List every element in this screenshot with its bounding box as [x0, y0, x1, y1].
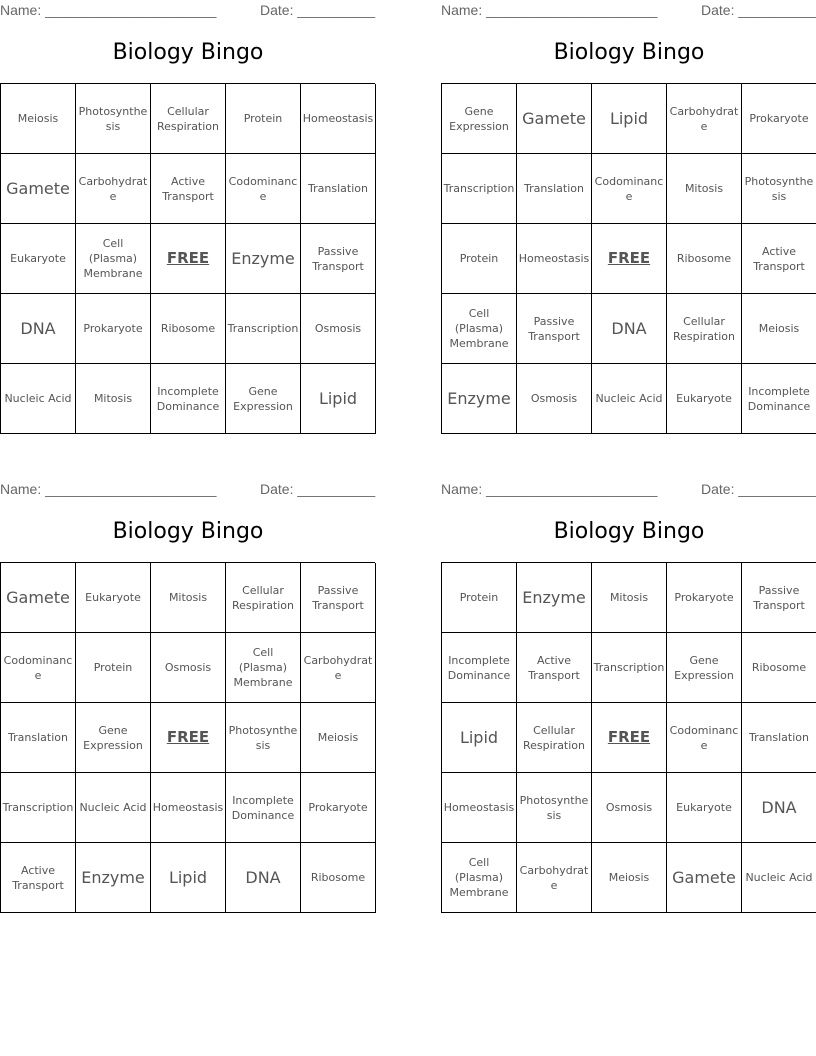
bingo-cell: Mitosis [667, 154, 742, 224]
bingo-cell: Protein [442, 563, 517, 633]
bingo-cell: Protein [76, 633, 151, 703]
bingo-cell: Protein [226, 84, 301, 154]
bingo-cell: Cell (Plasma) Membrane [76, 224, 151, 294]
bingo-cell: Eukaryote [76, 563, 151, 633]
bingo-cell: Gene Expression [226, 364, 301, 434]
bingo-cell: Translation [301, 154, 376, 224]
bingo-cell: Passive Transport [301, 563, 376, 633]
bingo-cell: Cellular Respiration [226, 563, 301, 633]
date-line: Date: __________ [701, 481, 816, 497]
bingo-cell: Meiosis [301, 703, 376, 773]
bingo-cell: Codominance [592, 154, 667, 224]
bingo-cell: Protein [442, 224, 517, 294]
bingo-cell: Gamete [517, 84, 592, 154]
bingo-cell: Ribosome [742, 633, 816, 703]
bingo-cell: Homeostasis [517, 224, 592, 294]
free-space-cell: FREE [592, 224, 667, 294]
bingo-cell: Incomplete Dominance [742, 364, 816, 434]
bingo-cell: Carbohydrate [667, 84, 742, 154]
bingo-cell: Nucleic Acid [742, 843, 816, 913]
bingo-cell: Active Transport [1, 843, 76, 913]
bingo-cell: Nucleic Acid [592, 364, 667, 434]
bingo-cell: Eukaryote [1, 224, 76, 294]
bingo-cell: Carbohydrate [517, 843, 592, 913]
bingo-cell: Transcription [592, 633, 667, 703]
bingo-cell: Osmosis [151, 633, 226, 703]
bingo-cell: Codominance [1, 633, 76, 703]
bingo-cell: Lipid [592, 84, 667, 154]
name-line: Name: ______________________ [0, 2, 217, 18]
bingo-cell: Transcription [226, 294, 301, 364]
bingo-card [0, 0, 376, 440]
bingo-cell: Gene Expression [667, 633, 742, 703]
bingo-card [441, 0, 816, 440]
bingo-cell: Gene Expression [442, 84, 517, 154]
bingo-cell: Mitosis [592, 563, 667, 633]
card-title: Biology Bingo [553, 40, 705, 65]
bingo-cell: Carbohydrate [301, 633, 376, 703]
date-line: Date: __________ [260, 481, 376, 497]
bingo-grid [441, 83, 816, 434]
bingo-cell: Passive Transport [742, 563, 816, 633]
name-line: Name: ______________________ [441, 2, 658, 18]
bingo-card [441, 479, 816, 919]
bingo-cell: Prokaryote [667, 563, 742, 633]
bingo-cell: Gamete [1, 154, 76, 224]
name-date-row [441, 2, 816, 20]
bingo-grid [441, 562, 816, 913]
free-space-cell: FREE [151, 703, 226, 773]
bingo-cell: Nucleic Acid [1, 364, 76, 434]
bingo-cell: Incomplete Dominance [442, 633, 517, 703]
bingo-cell: Cellular Respiration [151, 84, 226, 154]
bingo-grid [0, 83, 375, 434]
bingo-cell: Translation [742, 703, 816, 773]
bingo-cell: Cellular Respiration [667, 294, 742, 364]
bingo-cell: DNA [1, 294, 76, 364]
bingo-cell: Homeostasis [301, 84, 376, 154]
bingo-cell: Transcription [442, 154, 517, 224]
bingo-cell: Carbohydrate [76, 154, 151, 224]
bingo-cell: Enzyme [517, 563, 592, 633]
bingo-cell: Meiosis [1, 84, 76, 154]
bingo-cell: Nucleic Acid [76, 773, 151, 843]
bingo-card [0, 479, 376, 919]
bingo-cell: Photosynthesis [742, 154, 816, 224]
name-date-row [0, 2, 376, 20]
card-title: Biology Bingo [112, 40, 264, 65]
bingo-cell: Gamete [667, 843, 742, 913]
bingo-cell: Active Transport [151, 154, 226, 224]
bingo-cell: Cell (Plasma) Membrane [226, 633, 301, 703]
bingo-cell: Codominance [667, 703, 742, 773]
bingo-cell: Translation [517, 154, 592, 224]
free-space-cell: FREE [151, 224, 226, 294]
date-line: Date: __________ [260, 2, 376, 18]
name-date-row [441, 481, 816, 499]
date-line: Date: __________ [701, 2, 816, 18]
name-line: Name: ______________________ [0, 481, 217, 497]
name-line: Name: ______________________ [441, 481, 658, 497]
bingo-cell: Enzyme [76, 843, 151, 913]
bingo-cell: Translation [1, 703, 76, 773]
bingo-cell: Osmosis [592, 773, 667, 843]
card-title: Biology Bingo [553, 519, 705, 544]
bingo-cell: DNA [226, 843, 301, 913]
bingo-cell: Ribosome [151, 294, 226, 364]
bingo-cell: Prokaryote [301, 773, 376, 843]
bingo-cell: Cellular Respiration [517, 703, 592, 773]
bingo-cell: Gene Expression [76, 703, 151, 773]
bingo-cell: Active Transport [742, 224, 816, 294]
bingo-cell: DNA [592, 294, 667, 364]
name-date-row [0, 481, 376, 499]
bingo-cell: Meiosis [742, 294, 816, 364]
bingo-cell: Prokaryote [742, 84, 816, 154]
bingo-cell: DNA [742, 773, 816, 843]
bingo-cell: Lipid [151, 843, 226, 913]
bingo-cell: Passive Transport [301, 224, 376, 294]
bingo-grid [0, 562, 375, 913]
card-title: Biology Bingo [112, 519, 264, 544]
bingo-cell: Lipid [301, 364, 376, 434]
bingo-cell: Enzyme [226, 224, 301, 294]
bingo-cell: Osmosis [301, 294, 376, 364]
bingo-cell: Homeostasis [442, 773, 517, 843]
bingo-cell: Photosynthesis [517, 773, 592, 843]
bingo-cell: Mitosis [151, 563, 226, 633]
bingo-cell: Passive Transport [517, 294, 592, 364]
bingo-cell: Photosynthesis [226, 703, 301, 773]
bingo-cell: Gamete [1, 563, 76, 633]
bingo-cell: Ribosome [301, 843, 376, 913]
bingo-cell: Enzyme [442, 364, 517, 434]
bingo-cell: Osmosis [517, 364, 592, 434]
bingo-cell: Eukaryote [667, 773, 742, 843]
bingo-cell: Photosynthesis [76, 84, 151, 154]
bingo-cell: Active Transport [517, 633, 592, 703]
bingo-cell: Cell (Plasma) Membrane [442, 843, 517, 913]
bingo-cell: Incomplete Dominance [226, 773, 301, 843]
bingo-cell: Incomplete Dominance [151, 364, 226, 434]
bingo-cell: Mitosis [76, 364, 151, 434]
bingo-cell: Ribosome [667, 224, 742, 294]
bingo-cell: Homeostasis [151, 773, 226, 843]
bingo-cell: Lipid [442, 703, 517, 773]
bingo-cell: Cell (Plasma) Membrane [442, 294, 517, 364]
bingo-cell: Prokaryote [76, 294, 151, 364]
bingo-cell: Meiosis [592, 843, 667, 913]
bingo-cell: Eukaryote [667, 364, 742, 434]
free-space-cell: FREE [592, 703, 667, 773]
bingo-cell: Transcription [1, 773, 76, 843]
bingo-cell: Codominance [226, 154, 301, 224]
